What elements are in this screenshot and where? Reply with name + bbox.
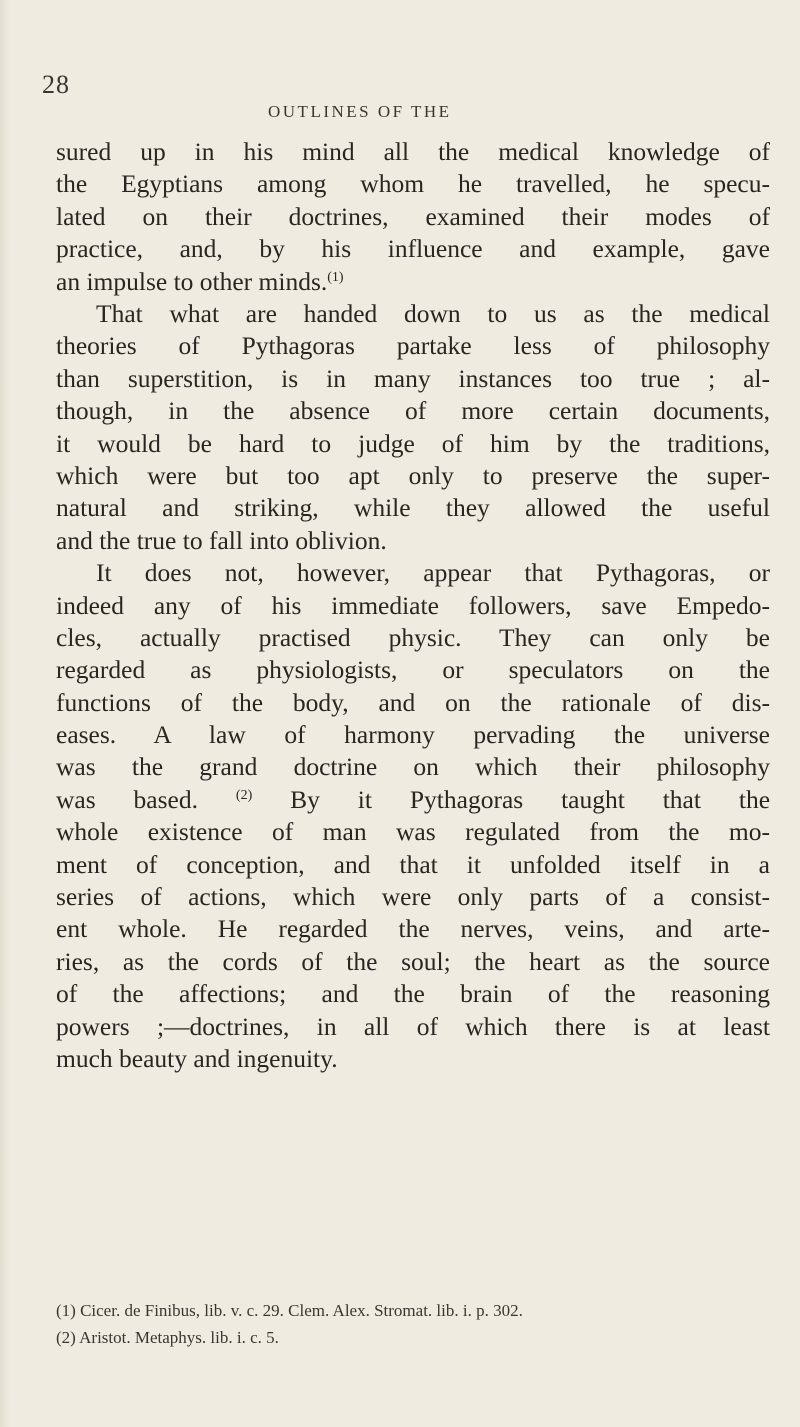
text-span: was based.	[56, 784, 198, 814]
text-span: an impulse to other minds.	[56, 266, 328, 296]
text-line: ries, as the cords of the soul; the heart as the source	[56, 946, 770, 976]
text-line: eases. A law of harmony pervading the universe	[56, 720, 770, 750]
footnote: (2) Aristot. Metaphys. lib. i. c. 5.	[56, 1328, 279, 1347]
body-text	[56, 136, 770, 1075]
text-line: ent whole. He regarded the nerves, veins, and arte-	[56, 914, 770, 944]
text-line: of the affections; and the brain of the reasoning	[56, 979, 770, 1009]
text-line: theories of Pythagoras partake less of philosophy	[56, 331, 770, 361]
text-line: indeed any of his immediate followers, save Empedo-	[56, 590, 770, 620]
text-line: lated on their doctrines, examined their modes of	[56, 201, 770, 231]
text-line: powers ;—doctrines, in all of which there is at least	[56, 1011, 770, 1041]
text-line: That what are handed down to us as the medical	[96, 298, 770, 328]
footnotes	[56, 1297, 770, 1351]
text-line: natural and striking, while they allowed the useful	[56, 493, 770, 523]
page-edge	[0, 0, 10, 1427]
footnote-ref: (2)	[235, 787, 253, 803]
text-line: than superstition, is in many instances too true ; al-	[56, 363, 770, 393]
text-line: functions of the body, and on the rationale of dis-	[56, 687, 770, 717]
text-span: By it Pythagoras taught that the	[290, 784, 770, 814]
footnote-ref: (1)	[327, 269, 344, 285]
text-line: whole existence of man was regulated from the mo-	[56, 817, 770, 847]
text-line: which were but too apt only to preserve the super-	[56, 460, 770, 490]
text-line: practice, and, by his influence and example, gave	[56, 234, 770, 264]
text-line: cles, actually practised physic. They can only be	[56, 622, 770, 652]
running-head: OUTLINES OF THE	[268, 102, 452, 121]
text-line: though, in the absence of more certain documents,	[56, 396, 770, 426]
text-line: was the grand doctrine on which their philosophy	[56, 752, 770, 782]
text-line: the Egyptians among whom he travelled, he specu-	[56, 169, 770, 199]
text-line	[56, 266, 770, 298]
text-line: much beauty and ingenuity.	[56, 1043, 338, 1073]
text-line: and the true to fall into oblivion.	[56, 525, 387, 555]
page-number: 28	[42, 70, 70, 99]
text-line: series of actions, which were only parts of a consist-	[56, 882, 770, 912]
text-line: regarded as physiologists, or speculators on the	[56, 655, 770, 685]
text-line: It does not, however, appear that Pythagoras, or	[96, 558, 770, 588]
text-line: it would be hard to judge of him by the traditions,	[56, 428, 770, 458]
text-line: sured up in his mind all the medical knowledge of	[56, 137, 770, 166]
footnote: (1) Cicer. de Finibus, lib. v. c. 29. Clem. Alex. Stromat. lib. i. p. 302.	[56, 1301, 523, 1320]
text-line: ment of conception, and that it unfolded itself in a	[56, 849, 770, 879]
text-line	[56, 784, 770, 816]
